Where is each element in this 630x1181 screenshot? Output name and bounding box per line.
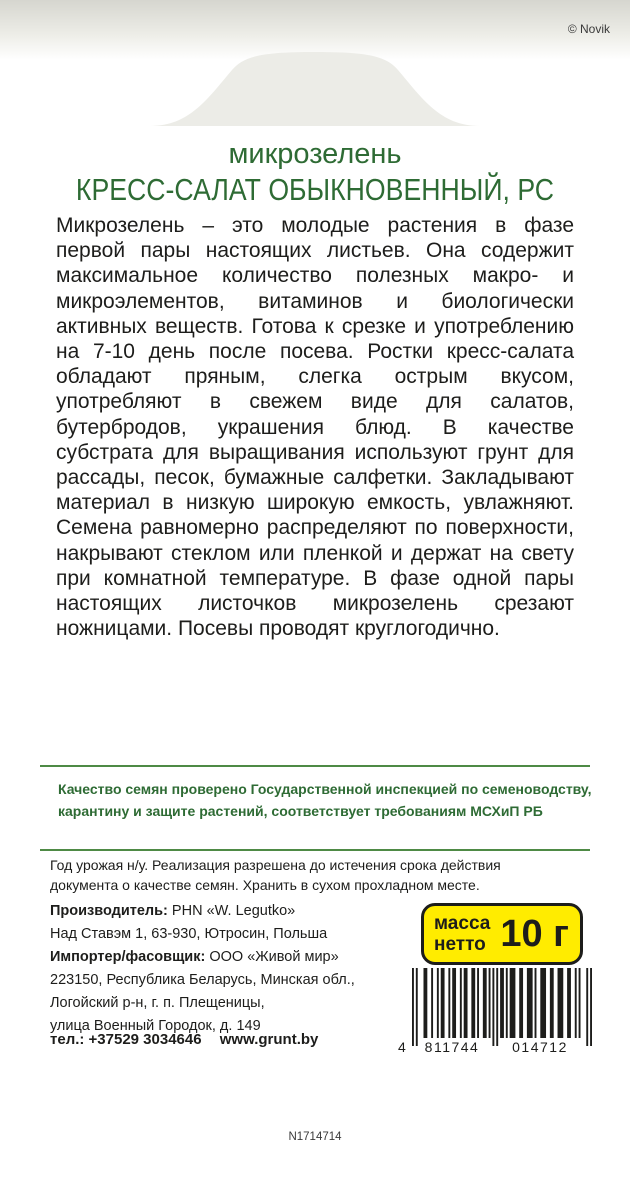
- barcode-bar: [448, 968, 450, 1038]
- importer-label: Импортер/фасовщик:: [50, 949, 206, 965]
- product-category: микрозелень: [228, 138, 402, 170]
- barcode-bar: [431, 968, 433, 1038]
- barcode-bar: [441, 968, 445, 1038]
- barcode-bar: [550, 968, 554, 1038]
- product-description: Микрозелень – это молодые растения в фазе первой пары настоящих листьев. Она содержит максимальное количество полезных макро- и микроэлементов, витаминов и биологически активных веществ. Готова к срезке и употреблению на 7-10 день после посева. Ростки кресс-салата обладают пряным, слегка острым вкусом, употребляют в свежем виде для салатов, бутербродов, украшения блюд. В качестве субстрата для выращивания используют грунт для рассады, песок, бумажные салфетки. Закладывают материал в низкую широкую емкость, увлажняют. Семена равномерно распределяют по поверхности, накрывают стеклом или пленкой и держат на свету при комнатной температуре. В фазе одной пары настоящих листочков микрозелень срезают ножницами. Посевы проводят круглогодично.: [56, 214, 574, 641]
- barcode-bar: [483, 968, 487, 1038]
- barcode-bar: [460, 968, 462, 1038]
- contacts: [50, 1031, 332, 1048]
- barcode-bar: [506, 968, 508, 1038]
- phone-number: тел.: +37529 3034646: [50, 1031, 202, 1048]
- ean-barcode: [396, 968, 596, 1056]
- barcode-bar: [535, 968, 537, 1038]
- producer-address: Над Ставэм 1, 63-930, Ютросин, Польша: [50, 926, 328, 942]
- importer-address-line2: Логойский р-н, г. п. Плещеницы,: [50, 995, 265, 1011]
- barcode-bar: [510, 968, 516, 1038]
- barcode-bar: [496, 968, 498, 1046]
- importer-name: ООО «Живой мир»: [209, 949, 339, 965]
- barcode-bar: [540, 968, 546, 1038]
- barcode-bar: [567, 968, 571, 1038]
- barcode-bar: [437, 968, 439, 1038]
- barcode-bar: [464, 968, 468, 1038]
- barcode-bar: [590, 968, 592, 1046]
- mass-label-line2: нетто: [434, 934, 486, 955]
- barcode-bar: [500, 968, 504, 1038]
- importer-address-line3: улица Военный Городок, д. 149: [50, 1018, 261, 1034]
- barcode-bar: [416, 968, 418, 1046]
- packet-code: N1714714: [288, 1131, 342, 1143]
- copyright-text: © Novik: [567, 22, 610, 36]
- divider-top: [40, 765, 590, 767]
- barcode-bar: [575, 968, 577, 1038]
- hang-tab-shape: [0, 40, 630, 130]
- storage-note: Год урожая н/у. Реализация разрешена до истечения срока действия документа о качестве семян. Хранить в сухом прохладном месте.: [50, 857, 501, 893]
- producer-label: Производитель:: [50, 903, 168, 919]
- divider-bottom: [40, 849, 590, 851]
- barcode-bar: [471, 968, 475, 1038]
- barcode-bar: [477, 968, 479, 1038]
- barcode-bar: [586, 968, 588, 1046]
- product-title: КРЕСС-САЛАТ ОБЫКНОВЕННЫЙ, РС: [75, 172, 555, 207]
- barcode-bar: [489, 968, 491, 1038]
- barcode-bar: [519, 968, 523, 1038]
- barcode-right-group: 014712: [512, 1039, 568, 1055]
- barcode-bar: [423, 968, 427, 1038]
- barcode-bar: [579, 968, 581, 1038]
- barcode-left-group: 811744: [424, 1039, 480, 1055]
- barcode-bar: [492, 968, 494, 1046]
- importer-address-line1: 223150, Республика Беларусь, Минская обл.,: [50, 972, 355, 988]
- barcode-bar: [452, 968, 456, 1038]
- quality-note: Качество семян проверено Государственной инспекцией по семеноводству, карантину и защите растений, соответствует требованиям МСХиП РБ: [58, 781, 592, 819]
- barcode-bar: [558, 968, 564, 1038]
- barcode-bar: [527, 968, 533, 1038]
- barcode-bar: [412, 968, 414, 1046]
- mass-value: 10 г: [500, 912, 569, 955]
- net-weight-badge: [421, 903, 583, 965]
- barcode-first-digit: 4: [398, 1039, 406, 1055]
- website: www.grunt.by: [219, 1031, 319, 1048]
- producer-block: [50, 900, 430, 1038]
- mass-label-line1: масса: [434, 913, 491, 934]
- producer-name: PHN «W. Legutko»: [171, 903, 296, 919]
